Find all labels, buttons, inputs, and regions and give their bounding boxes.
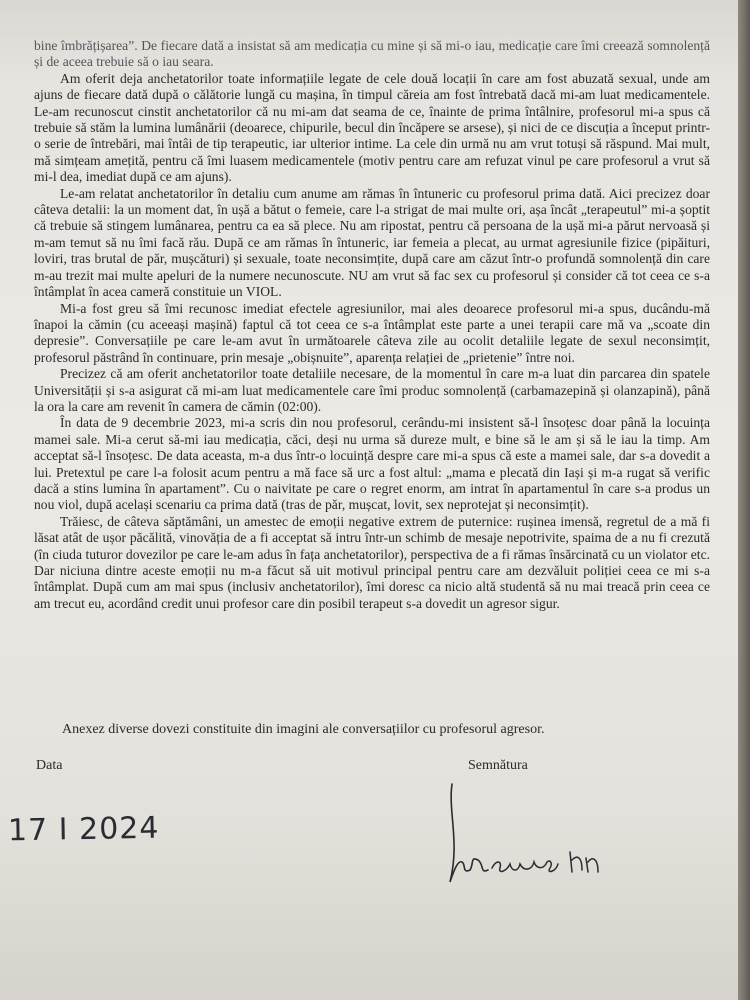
paragraph-2: Am oferit deja anchetatorilor toate informațiile legate de cele două locații în care am fost abuzată sexual, unde am ajuns de fiecare dată după o călătorie lungă cu mașina, în timpul căreia am fost întrebată dacă mi-am luat medicamentele. Le-am recunoscut cinstit anchetatorilor că nu mi-am dat seama de ce, înainte de prima întâlnire, profesorul mi-a spus că trebuie să stăm la lumina lumânării (deoarece, chipurile, becul din încăpere se arsese), și nici de ce discuția a început printr-o serie de întrebări, mai întâi de tip terapeutic, iar ulterior intime. La cele din urmă nu am vrut totuși să răspund. Mai mult, mă simțeam amețită, pentru că îmi luasem medicamentele (motiv pentru care am refuzat vinul pe care profesorul a vrut să mi-l dea, imediat după ce am ajuns).: [34, 70, 710, 185]
handwritten-date: 17 I 2024: [7, 810, 160, 849]
paragraph-5: Precizez că am oferit anchetatorilor toate detaliile necesare, de la momentul în care m-a luat din parcarea din spatele Universității și s-a asigurat că mi-am luat medicamentele care îmi produc somnolență (carbamazepină și olanzapină), până la ora la care am revenit în camera de cămin (02:00).: [34, 366, 710, 414]
handwritten-signature: [440, 782, 620, 892]
page-edge: [738, 0, 750, 1000]
signature-label: Semnătura: [468, 758, 528, 773]
paragraph-6: În data de 9 decembrie 2023, mi-a scris din nou profesorul, cerându-mi insistent să-l însoțesc doar până la locuința mamei sale. Mi-a cerut să-mi iau medicația, căci, deși nu urma să dureze mult, e bine să le am și să le iau la timp. Am acceptat să-l însoțesc. De data aceasta, m-a dus într-o locuință despre care mi-a spus că este a mamei sale, dar s-a dovedit a lui. Pretextul pe care l-a folosit acum pentru a mă face să urc a fost altul: „mama e plecată din Iași și m-a rugat să verific dacă a stins lumina în apartament”. Cu o naivitate pe care o regret enorm, am intrat în apartamentul în care s-a produs un nou viol, după același scenariu ca prima dată (tras de păr, mușcat, lovit, sex neprotejat și neconsimțit).: [34, 415, 710, 513]
body-text: [34, 38, 710, 612]
paragraph-1: bine îmbrățișarea”. De fiecare dată a insistat să am medicația cu mine și să mi-o iau, medicație care îmi creează somnolență și de aceea trebuie să o iau seara.: [34, 38, 710, 70]
paragraph-3: Le-am relatat anchetatorilor în detaliu cum anume am rămas în întuneric cu profesorul prima dată. Aici precizez doar câteva detalii: la un moment dat, în ușă a bătut o femeie, care l-a strigat de mai multe ori, așa încât „terapeutul” mi-a șoptit că trebuie să stingem lumânarea, pentru ca ea să plece. Nu am ripostat, pentru că persoana de la ușă mi-a părut nervoasă și m-am temut să nu îmi facă rău. După ce am rămas în întuneric, iar femeia a plecat, au urmat agresiunile fizice (pipăituri, loviri, tras brutal de păr, mușcături) și sexuale, toate neconsimțite, după care am căzut într-o profundă somnolență din care m-au trezit mai multe apeluri de la numere necunoscute. NU am vrut să fac sex cu profesorul și consider că tot ceea ce s-a întâmplat în acea cameră constituie un VIOL.: [34, 185, 710, 300]
paragraph-7: Trăiesc, de câteva săptămâni, un amestec de emoții negative extrem de puternice: rușinea imensă, regretul de a mă fi lăsat atât de ușor păcălită, vinovăția de a fi acceptat să intru într-un schimb de mesaje nepotrivite, spaima de a nu fi crezută (în ciuda tuturor dovezilor pe care le-am adus în fața anchetatorilor), perspectiva de a fi rămas însărcinată cu un violator etc. Dar niciuna dintre aceste emoții nu m-a făcut să uit motivul principal pentru care am dezvăluit poliției ceea ce mi s-a întâmplat. După cum am mai spus (inclusiv anchetatorilor), îmi doresc ca nicio altă studentă să nu mai treacă prin ceea ce am trecut eu, acordând credit unui profesor care din posibil terapeut s-a dovedit un agresor sigur.: [34, 513, 710, 611]
date-label: Data: [36, 758, 63, 773]
annex-statement: Anexez diverse dovezi constituite din imagini ale conversațiilor cu profesorul agresor.: [62, 722, 545, 737]
paragraph-4: Mi-a fost greu să îmi recunosc imediat efectele agresiunilor, mai ales deoarece profesorul mi-a spus, ducându-mă înapoi la cămin (cu aceeași mașină) faptul că tot ceea ce s-a întâmplat este parte a unei terapii care mă va „scoate din depresie”. Conversațiile pe care le-am avut în următoarele câteva zile au ocolit detaliile legate de sexul neconsimțit, profesorul păstrând în continuare, prin mesaje „obișnuite”, aparența relației de „prietenie” între noi.: [34, 300, 710, 365]
